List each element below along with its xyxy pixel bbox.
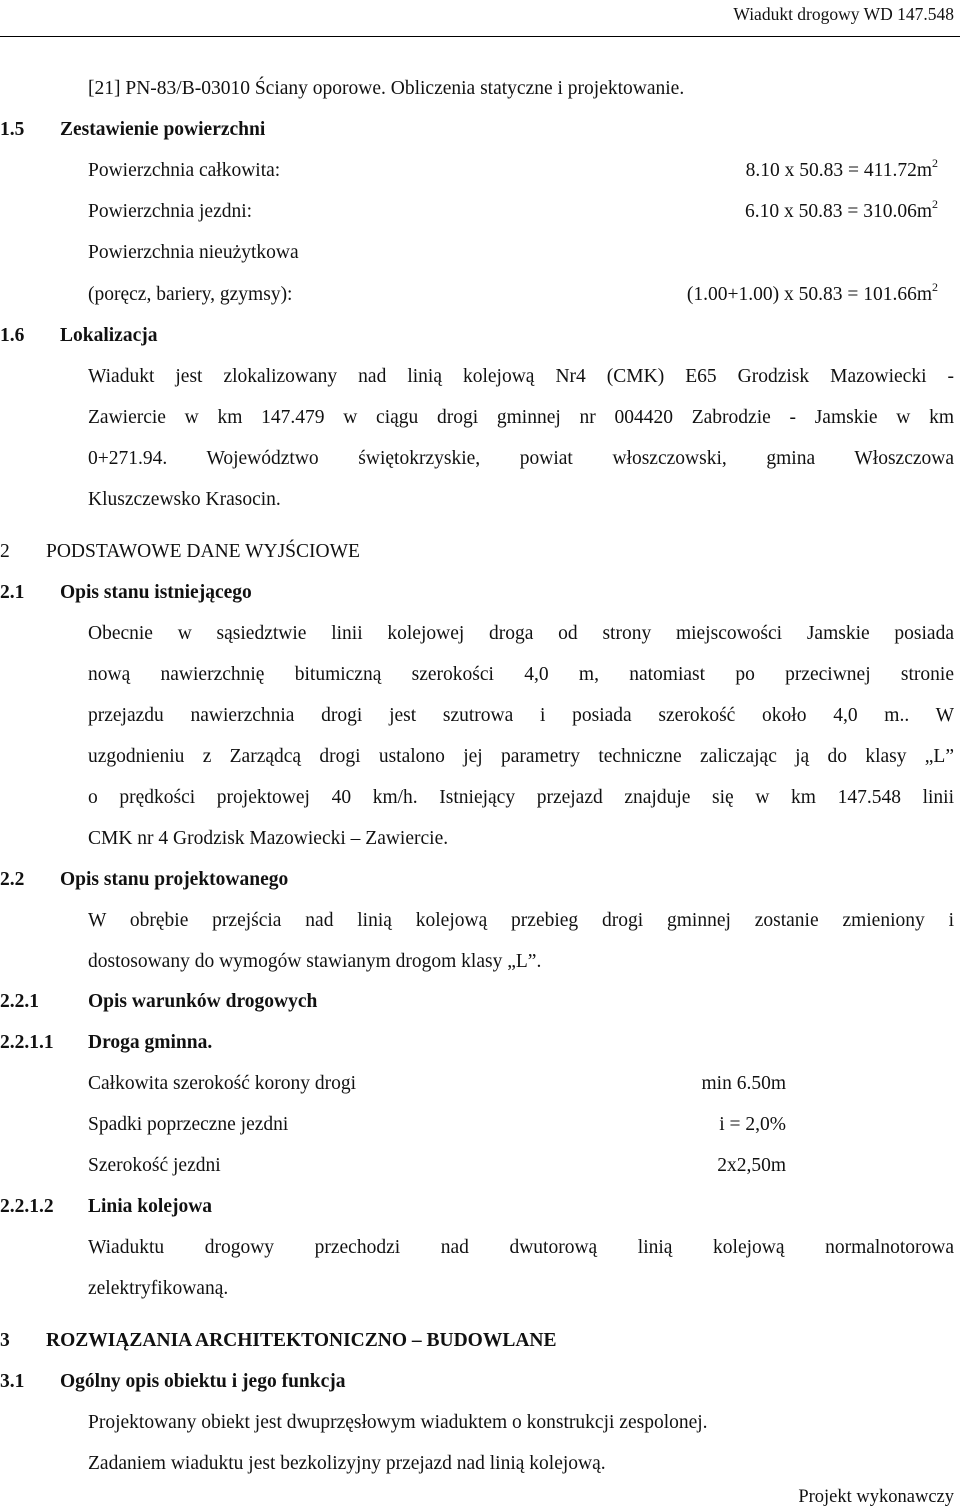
paragraph-line: Projektowany obiekt jest dwuprzęsłowym wiaduktem o konstrukcji zespolonej. — [88, 1412, 708, 1433]
area-row-value: (1.00+1.00) x $50.83 = 101.66m^2$ — [686, 280, 938, 305]
area-row-value: 6.10 x $50.83 = 310.06m^2$ — [744, 197, 938, 222]
section-number: 2 — [0, 541, 10, 562]
section-number: 1.6 — [0, 325, 25, 346]
section-number: 2.2.1 — [0, 991, 39, 1012]
area-row-value: 8.10 x $50.83 = 411.72m^2$ — [745, 156, 938, 181]
section-number: 1.5 — [0, 119, 25, 140]
area-row-label: Powierzchnia nieużytkowa — [88, 242, 299, 263]
section-number: 2.2.1.2 — [0, 1196, 54, 1217]
section-title: PODSTAWOWE DANE WYJŚCIOWE — [46, 541, 360, 562]
section-1-5-heading — [0, 118, 266, 142]
paragraph-line: nową nawierzchnię bitumiczną szerokości 4,0 m, natomiast po przeciwnej stronie — [88, 664, 954, 685]
paragraph-line: W obrębie przejścia nad linią kolejową przebieg drogi gminnej zostanie zmieniony i — [88, 910, 954, 931]
section-title: Opis warunków drogowych — [88, 991, 318, 1012]
section-title: Opis stanu istniejącego — [60, 582, 252, 603]
area-row-label: (poręcz, bariery, gzymsy): — [88, 284, 293, 305]
section-2-1-heading — [0, 581, 252, 605]
param-value: 2x2,50m — [717, 1155, 786, 1176]
paragraph-line: Zawiercie w km 147.479 w ciągu drogi gminnej nr 004420 Zabrodzie - Jamskie w km — [88, 407, 954, 428]
section-title: Opis stanu projektowanego — [60, 869, 289, 890]
section-number: 3 — [0, 1330, 10, 1351]
paragraph-line: 0+271.94. Województwo świętokrzyskie, powiat włoszczowski, gmina Włoszczowa — [88, 448, 954, 469]
section-2-2-heading — [0, 868, 289, 892]
paragraph-line: Obecnie w sąsiedztwie linii kolejowej droga od strony miejscowości Jamskie posiada — [88, 623, 954, 644]
section-number: 2.2 — [0, 869, 25, 890]
section-title: Zestawienie powierzchni — [60, 119, 266, 140]
header-rule — [0, 36, 960, 37]
param-label: Całkowita szerokość korony drogi — [88, 1073, 357, 1094]
paragraph-line: dostosowany do wymogów stawianym drogom klasy „L”. — [88, 951, 542, 972]
section-2-heading — [0, 540, 360, 564]
section-number: 2.2.1.1 — [0, 1032, 54, 1053]
paragraph-line: o prędkości projektowej 40 km/h. Istniejący przejazd znajduje się w km 147.548 linii — [88, 787, 954, 808]
section-2-2-1-2-heading — [0, 1195, 213, 1219]
paragraph-line: CMK nr 4 Grodzisk Mazowiecki – Zawiercie. — [88, 828, 449, 849]
paragraph-line: zelektryfikowaną. — [88, 1278, 229, 1299]
section-number: 2.1 — [0, 582, 25, 603]
section-title: Droga gminna. — [88, 1032, 213, 1053]
reference-21: [21] PN-83/B-03010 Ściany oporowe. Obliczenia statyczne i projektowanie. — [88, 78, 685, 99]
section-1-6-heading — [0, 324, 158, 348]
paragraph-line: Wiaduktu drogowy przechodzi nad dwutorową linią kolejową normalnotorowa — [88, 1237, 954, 1258]
param-value: i = 2,0% — [719, 1114, 786, 1135]
section-2-2-1-1-heading — [0, 1031, 213, 1055]
section-title: Lokalizacja — [60, 325, 158, 346]
area-row-label: Powierzchnia jezdni: — [88, 201, 253, 222]
section-3-heading — [0, 1329, 557, 1353]
paragraph-line: Zadaniem wiaduktu jest bezkolizyjny przejazd nad linią kolejową. — [88, 1453, 606, 1474]
header-title: Wiadukt drogowy WD 147.548 — [733, 4, 954, 24]
paragraph-line: Kluszczewsko Krasocin. — [88, 489, 281, 510]
paragraph-line: uzgodnieniu z Zarządcą drogi ustalono jej parametry techniczne zaliczając ją do klasy „L” — [88, 746, 954, 767]
param-value: min 6.50m — [701, 1073, 786, 1094]
section-2-2-1-heading — [0, 990, 318, 1014]
paragraph-line: przejazdu nawierzchnia drogi jest szutrowa i posiada szerokość około 4,0 m.. W — [88, 705, 954, 726]
section-title: Ogólny opis obiektu i jego funkcja — [60, 1371, 346, 1392]
param-label: Spadki poprzeczne jezdni — [88, 1114, 289, 1135]
page-footer: Projekt wykonawczy — [798, 1487, 954, 1507]
section-number: 3.1 — [0, 1371, 25, 1392]
page-header — [0, 0, 960, 38]
paragraph-line: Wiadukt jest zlokalizowany nad linią kolejową Nr4 (CMK) E65 Grodzisk Mazowiecki - — [88, 366, 954, 387]
area-row-label: Powierzchnia całkowita: — [88, 160, 281, 181]
section-title: ROZWIĄZANIA ARCHITEKTONICZNO – BUDOWLANE — [46, 1330, 557, 1351]
section-3-1-heading — [0, 1370, 346, 1394]
section-title: Linia kolejowa — [88, 1196, 213, 1217]
param-label: Szerokość jezdni — [88, 1155, 221, 1176]
